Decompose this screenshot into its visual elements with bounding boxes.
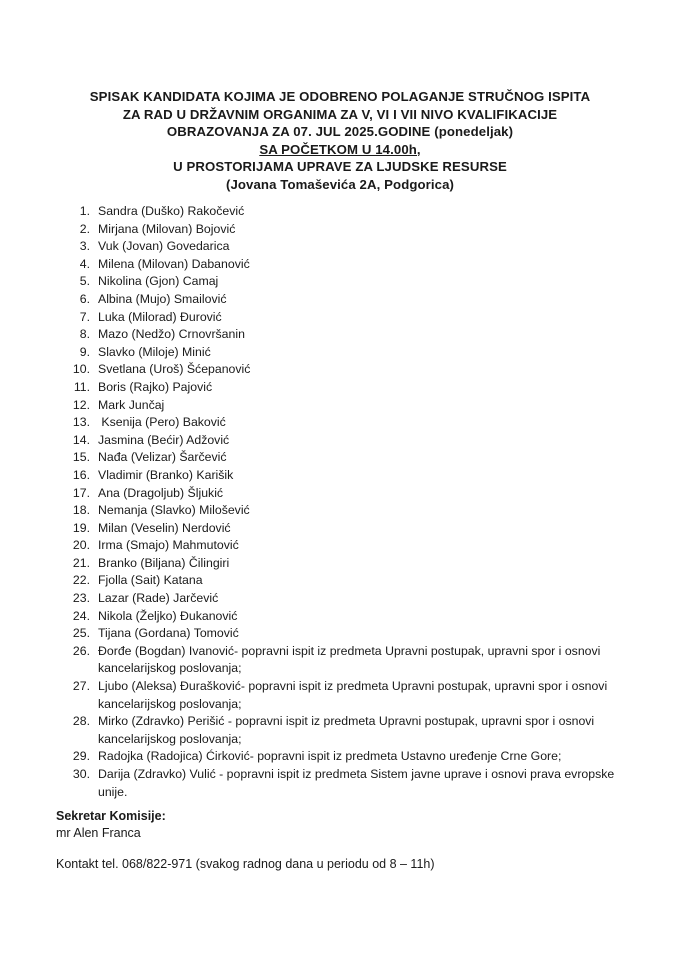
list-item-text: Boris (Rajko) Pajović: [98, 379, 213, 394]
list-item: [0, 555, 679, 573]
list-item: [0, 309, 679, 327]
list-item-number: 9.: [79, 344, 90, 359]
list-item: [0, 221, 679, 239]
list-item-number: 12.: [72, 397, 90, 412]
list-item-text: Mirko (Zdravko) Perišić - popravni ispit iz predmeta Upravni postupak, upravni spor i osnovi kancelarijskog poslovanja;: [98, 714, 595, 746]
list-item-text: Nađa (Velizar) Šarčević: [98, 450, 227, 465]
list-item-number: 24.: [72, 608, 90, 623]
title-line-3: OBRAZOVANJA ZA 07. JUL 2025.GODINE (ponedeljak): [166, 124, 514, 139]
list-item: [0, 520, 679, 538]
list-item: [0, 432, 679, 450]
secretary-name: mr Alen Franca: [56, 826, 141, 840]
list-item-number: 14.: [72, 432, 90, 447]
list-item-text: Irma (Smajo) Mahmutović: [98, 538, 239, 553]
list-item: [0, 590, 679, 608]
list-item-number: 18.: [72, 503, 90, 518]
list-item-number: 1.: [79, 204, 90, 218]
list-item: [0, 766, 679, 801]
list-item-text: Branko (Biljana) Čilingiri: [98, 555, 230, 570]
list-item-text: Milan (Veselin) Nerdović: [98, 520, 231, 535]
list-item-text: Luka (Milorad) Đurović: [98, 309, 222, 324]
list-item: [0, 485, 679, 503]
list-item-number: 16.: [72, 467, 90, 482]
title-line-address: (Jovana Tomaševića 2A, Podgorica): [225, 176, 455, 192]
list-item-number: 3.: [79, 239, 90, 254]
list-item-text: Ljubo (Aleksa) Đurašković- popravni ispit iz predmeta Upravni postupak, upravni spor i osnovi kancelarijskog poslovanja;: [98, 679, 608, 711]
list-item-number: 28.: [72, 714, 90, 729]
list-item-number: 11.: [73, 379, 90, 394]
list-item-number: 30.: [72, 767, 90, 781]
list-item: [0, 273, 679, 291]
list-item-text: Fjolla (Sait) Katana: [98, 573, 203, 588]
list-item-number: 5.: [79, 274, 90, 289]
list-item-text: Milena (Milovan) Dabanović: [98, 256, 250, 271]
list-item-text: Ksenija (Pero) Baković: [98, 415, 226, 430]
list-item: [0, 397, 679, 415]
secretary-label: Sekretar Komisije:: [56, 809, 166, 823]
secretary-block: [56, 808, 166, 842]
list-item: [0, 467, 679, 485]
list-item-text: Nikolina (Gjon) Camaj: [98, 274, 219, 289]
list-item: [0, 748, 679, 766]
title-line-2: ZA RAD U DRŽAVNIM ORGANIMA ZA V, VI I VII NIVO KVALIFIKACIJE: [122, 106, 558, 122]
title-line-start-time: SA POČETKOM U 14.00h,: [259, 141, 421, 157]
list-item-text: Sandra (Duško) Rakočević: [98, 204, 245, 218]
list-item: [0, 713, 679, 748]
list-item: [0, 572, 679, 590]
list-item-number: 17.: [72, 485, 90, 500]
list-item-number: 21.: [72, 555, 90, 570]
list-item-text: Vuk (Jovan) Govedarica: [98, 239, 230, 254]
list-item-text: Mirjana (Milovan) Bojović: [98, 221, 236, 236]
list-item-number: 7.: [79, 309, 90, 324]
title-line-location: U PROSTORIJAMA UPRAVE ZA LJUDSKE RESURSE: [173, 159, 507, 174]
list-item-text: Đorđe (Bogdan) Ivanović- popravni ispit iz predmeta Upravni postupak, upravni spor i osnovi kancelarijskog poslovanja;: [98, 643, 601, 676]
list-item-text: Slavko (Miloje) Minić: [98, 344, 211, 359]
list-item-number: 20.: [72, 538, 90, 553]
list-item-number: 26.: [72, 643, 90, 658]
list-item-text: Lazar (Rade) Jarčević: [98, 591, 219, 606]
list-item-text: Tijana (Gordana) Tomović: [98, 626, 239, 641]
list-item: [0, 643, 679, 678]
list-item-text: Radojka (Radojica) Ćirković- popravni ispit iz predmeta Ustavno uređenje Crne Gore;: [98, 749, 562, 764]
list-item-text: Albina (Mujo) Smailović: [98, 291, 227, 306]
list-item-number: 23.: [72, 591, 90, 606]
list-item-text: Nikola (Željko) Đukanović: [98, 608, 238, 623]
list-item-number: 2.: [79, 221, 90, 236]
list-item-number: 15.: [72, 450, 90, 465]
list-item-text: Darija (Zdravko) Vulić - popravni ispit iz predmeta Sistem javne uprave i osnovi prava evropske unije.: [98, 767, 615, 799]
list-item: [0, 344, 679, 362]
list-item: [0, 326, 679, 344]
list-item-number: 25.: [72, 626, 90, 641]
list-item: [0, 291, 679, 309]
list-item: [0, 414, 679, 432]
list-item-text: Vladimir (Branko) Karišik: [98, 467, 234, 482]
list-item-number: 4.: [79, 256, 90, 271]
list-item-number: 6.: [79, 291, 90, 306]
list-item: [0, 537, 679, 555]
list-item: [0, 502, 679, 520]
list-item-number: 29.: [72, 749, 90, 764]
list-item-number: 27.: [72, 679, 90, 694]
list-item: [0, 256, 679, 274]
list-item: [0, 203, 679, 221]
list-item-number: 10.: [72, 362, 90, 377]
candidate-list: [0, 203, 679, 801]
list-item: [0, 625, 679, 643]
list-item-text: Mazo (Nedžo) Crnovršanin: [98, 327, 245, 342]
list-item: [0, 238, 679, 256]
list-item-text: Svetlana (Uroš) Šćepanović: [98, 362, 251, 377]
title-line-1: SPISAK KANDIDATA KOJIMA JE ODOBRENO POLAGANJE STRUČNOG ISPITA: [89, 89, 591, 104]
contact-info: Kontakt tel. 068/822-971 (svakog radnog dana u periodu od 8 – 11h): [56, 857, 435, 871]
list-item-text: Mark Junčaj: [98, 397, 165, 412]
list-item-text: Nemanja (Slavko) Milošević: [98, 503, 250, 518]
list-item: [0, 608, 679, 626]
list-item-number: 22.: [72, 573, 90, 588]
list-item-text: Jasmina (Bećir) Adžović: [98, 432, 230, 447]
list-item: [0, 361, 679, 379]
list-item-number: 13.: [72, 415, 90, 430]
list-item: [0, 449, 679, 467]
list-item: [0, 678, 679, 713]
list-item-number: 8.: [79, 327, 90, 342]
document-title: [40, 88, 640, 193]
list-item: [0, 379, 679, 397]
list-item-number: 19.: [72, 520, 90, 535]
list-item-text: Ana (Dragoljub) Šljukić: [98, 485, 224, 500]
